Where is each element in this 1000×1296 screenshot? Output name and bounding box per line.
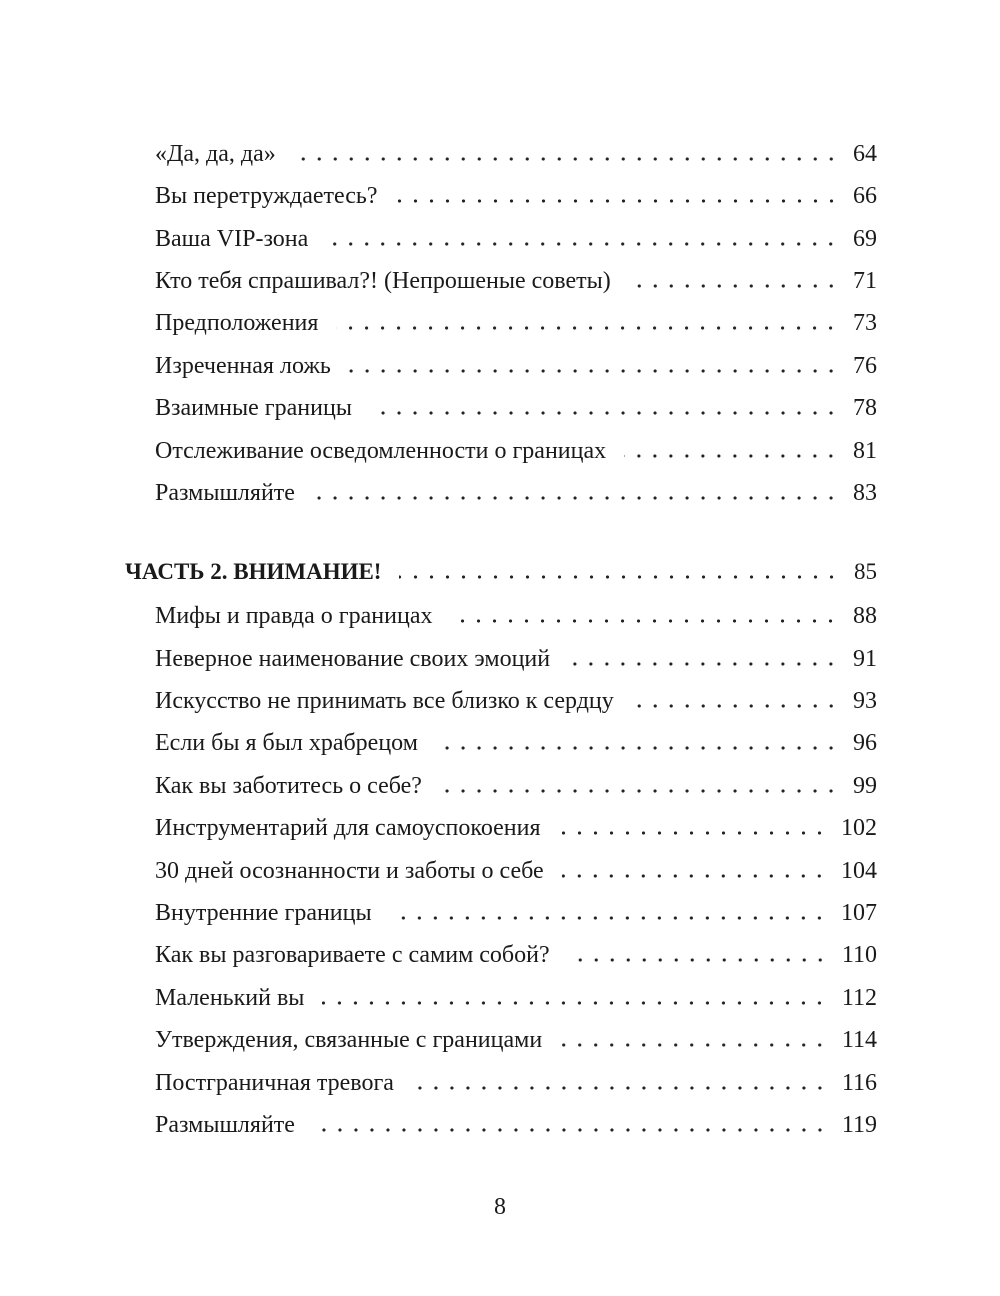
toc-part-page: 85 <box>854 559 877 584</box>
dot-leader <box>336 326 839 330</box>
toc-entry-page: 88 <box>853 603 877 629</box>
dot-leader <box>313 496 839 500</box>
toc-entry <box>155 139 877 169</box>
toc-part-heading <box>125 557 877 587</box>
toc-entry-page: 73 <box>853 310 877 336</box>
toc-entry-page: 71 <box>853 268 877 294</box>
dot-leader <box>399 575 840 579</box>
toc-entry <box>155 1025 877 1055</box>
toc-entry-title: Изреченная ложь <box>155 353 331 379</box>
toc-entry-page: 119 <box>841 1112 877 1138</box>
toc-entry <box>155 1110 877 1140</box>
toc-entry-page: 91 <box>853 646 877 672</box>
toc-entry-page: 114 <box>841 1027 877 1053</box>
toc-entry-title: Искусство не принимать все близко к сердцу <box>155 688 614 714</box>
dot-leader <box>562 874 827 878</box>
toc-entry <box>155 644 877 674</box>
dot-leader <box>313 1128 828 1132</box>
toc-entry <box>155 813 877 843</box>
dot-leader <box>559 831 828 835</box>
toc-entry-title: «Да, да, да» <box>155 141 276 167</box>
toc-entry-title: Отслеживание осведомленности о границах <box>155 438 607 464</box>
toc-entry-title: 30 дней осознанности и заботы о себе <box>155 858 544 884</box>
toc-entry-page: 64 <box>853 141 877 167</box>
toc-entry <box>155 686 877 716</box>
toc-entry-page: 104 <box>841 858 877 884</box>
toc-entry-title: Ваша VIP-зона <box>155 226 309 252</box>
dot-leader <box>632 704 839 708</box>
toc-entry-title: Кто тебя спрашивал?! (Непрошеные советы) <box>155 268 611 294</box>
dot-leader <box>412 1086 828 1090</box>
toc-entry-title: Если бы я был храбрецом <box>155 730 418 756</box>
toc-entry-title: Инструментарий для самоуспокоения <box>155 815 541 841</box>
toc-entry-title: Как вы разговариваете с самим собой? <box>155 942 550 968</box>
dot-leader <box>349 369 839 373</box>
dot-leader <box>294 157 839 161</box>
toc-entry-page: 112 <box>841 985 877 1011</box>
toc-entry-page: 102 <box>841 815 877 841</box>
toc-entry <box>155 224 877 254</box>
toc-entry-title: Мифы и правда о границах <box>155 603 433 629</box>
toc-entry-page: 116 <box>841 1070 877 1096</box>
toc-entry <box>155 983 877 1013</box>
dot-leader <box>560 1043 828 1047</box>
toc-entry-page: 69 <box>853 226 877 252</box>
toc-entry <box>155 1068 877 1098</box>
toc-entry-page: 107 <box>841 900 877 926</box>
toc-entry-title: Размышляйте <box>155 480 295 506</box>
toc-entry <box>155 436 877 466</box>
toc-entry-page: 93 <box>853 688 877 714</box>
toc-entry-title: Неверное наименование своих эмоций <box>155 646 551 672</box>
toc-entry-title: Вы перетруждаетесь? <box>155 183 378 209</box>
toc-entry-page: 110 <box>841 942 877 968</box>
toc-entry-page: 96 <box>853 730 877 756</box>
dot-leader <box>568 662 839 666</box>
dot-leader <box>568 958 828 962</box>
toc-entry-title: Внутренние границы <box>155 900 372 926</box>
toc-entry-page: 66 <box>853 183 877 209</box>
toc-entry-title: Постграничная тревога <box>155 1070 394 1096</box>
toc-entry-title: Предположения <box>155 310 319 336</box>
toc-entry <box>155 728 877 758</box>
toc-entry <box>155 940 877 970</box>
toc-entry-title: Как вы заботитесь о себе? <box>155 773 422 799</box>
dot-leader <box>629 284 839 288</box>
toc-entry <box>155 601 877 631</box>
toc-entry <box>155 351 877 381</box>
toc-entry-page: 83 <box>853 480 877 506</box>
toc-entry-title: Маленький вы <box>155 985 305 1011</box>
toc-entry <box>155 266 877 296</box>
toc-entry <box>155 181 877 211</box>
dot-leader <box>624 454 839 458</box>
dot-leader <box>326 242 839 246</box>
toc-entry-title: Взаимные границы <box>155 395 352 421</box>
toc-entry-page: 78 <box>853 395 877 421</box>
toc-entry-title: Размышляйте <box>155 1112 295 1138</box>
toc-entry <box>155 308 877 338</box>
toc-entry-title: Утверждения, связанные с границами <box>155 1027 543 1053</box>
dot-leader <box>370 411 839 415</box>
toc-entry-page: 76 <box>853 353 877 379</box>
dot-leader <box>396 199 839 203</box>
dot-leader <box>440 789 839 793</box>
toc-entry <box>155 856 877 886</box>
dot-leader <box>390 916 827 920</box>
toc-part-title: ЧАСТЬ 2. ВНИМАНИЕ! <box>125 559 382 584</box>
toc-entry <box>155 771 877 801</box>
toc-entry <box>155 393 877 423</box>
toc-entry <box>155 898 877 928</box>
dot-leader <box>436 746 839 750</box>
toc-entry-page: 81 <box>853 438 877 464</box>
toc-entry-page: 99 <box>853 773 877 799</box>
dot-leader <box>322 1001 827 1005</box>
toc-entry <box>155 478 877 508</box>
dot-leader <box>450 619 839 623</box>
page-number: 8 <box>494 1194 506 1220</box>
